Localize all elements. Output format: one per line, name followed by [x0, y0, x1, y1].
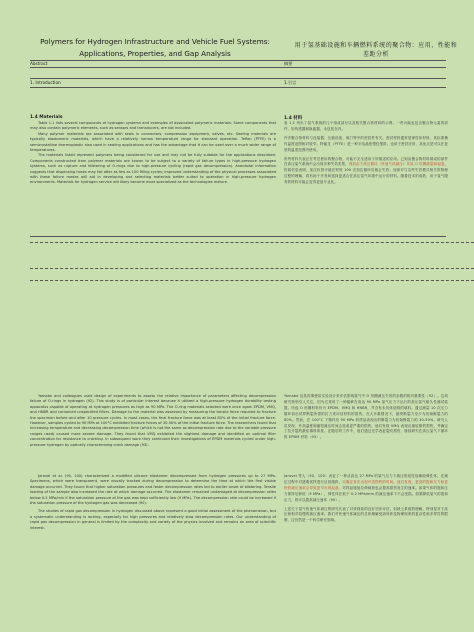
- dashed-divider: [30, 268, 474, 269]
- paragraph: 上述关于氢气快速气体减压的研究代表了对该现象的良好初步评估，但缺乏系统的理解，特别是对于高压和相对较慢的减压速率。我们对快速气体减压的总体理解受到所涉及物理现象的复杂性和多样性的限制，这仍然是一个科学研究领域。: [284, 506, 448, 523]
- abstract-label-cn: 摘要: [284, 61, 293, 66]
- text-run: Jaravel 等人（90，100）表征了一种从高达 27 MPa 的氢气压力下减压的改性硅橡胶弹性体。在减压过程中对透明试样进行目视跟踪，: [284, 474, 448, 484]
- text-run: 所列材料代表正在考虑使用的聚合物，可能不完全适用于所描述的应用。已知由聚合物材料制成的部件在高压氢气系统中会出现多种失效类型，: [284, 156, 448, 167]
- jaravel-body-en: [30, 474, 276, 531]
- dashed-divider: [30, 242, 474, 243]
- section-heading-cn: 1.4 材料: [284, 116, 303, 121]
- text-run: 传闻信息表明，加注软管可能在短短 100 次加注循环后就会失效；加深对与这些失效模式相关的物理过程的理解，将有助于开发和选择更适合在高压氢气环境中运行的材料。随着技术的成熟，用于氢气服务的材料可能会变得更加专业化。: [284, 168, 448, 185]
- divider-rule: [30, 236, 446, 237]
- paragraph: The studies of rapid gas decompression in hydrogen discussed above represent a good initial assessment of the phenomenon, but a systematic understanding is lacking, especially for high pressures and relatively slow decompression rates. Our understanding of rapid gas decompression in general is limited by the complexity and variety of the physics involved and remains an area of scientific interest.: [30, 509, 276, 530]
- divider-rule: [30, 67, 446, 68]
- divider-rule: [30, 78, 446, 79]
- yamabe-body-cn: [284, 394, 448, 441]
- jaravel-body-cn: [284, 474, 448, 524]
- paragraph: The materials listed represent polymers being considered for use and may not be fully suitable for the applications described. Components constructed from polymer materials are known to be subject to a variety of failure types in high-pressure hydrogen systems, such as rupture and blistering of O-rings due to high-pressure cycling (rapid gas decompression). Anecdotal information suggests that dispensing hoses may fail after as few as 100 filling cycles; improved understanding of the physical processes associated with these failure modes will aid in developing and selecting materials better suited to operation in high-pressure hydrogen environments. Materials for hydrogen service will likely become more specialized as the technologies mature.: [30, 153, 276, 185]
- highlighted-text: 以确定首次出现可见损伤的时间。他们发现，更高的饱和压力和更快的减压速率会导致更早出现起泡。: [284, 479, 448, 490]
- document-title-en: Polymers for Hydrogen Infrastructure and Vehicle Fuel Systems: Applications, Properties, and Gap Analysis: [40, 37, 270, 58]
- intro-label-en: 1. Introduction: [30, 80, 61, 85]
- document-title-cn: 用于氢基础设施和车辆燃料系统的聚合物：应用、性能和差距分析: [294, 42, 458, 58]
- paragraph: 表 1.1 列出了氢气系统的几个组成部分以及相关聚合物材料的示例。一些可能也包含聚合物元素的部件，如传感器和换能器，未包括在内。: [284, 121, 448, 131]
- dashed-divider: [30, 280, 474, 281]
- section-body-cn: [284, 121, 448, 186]
- paragraph: [284, 157, 448, 187]
- abstract-label-en: Abstract: [30, 61, 48, 66]
- divider-rule: [30, 87, 446, 88]
- paragraph: Table 1.1 lists several components of hydrogen systems and examples of associated polymeric materials. Some components that may also contain polymeric elements, such as sensors and transducers, are not included.: [30, 121, 276, 131]
- intro-label-cn: 1.引言: [284, 80, 297, 85]
- section-heading-en: 1.4 Materials: [30, 115, 63, 120]
- section-body-en: [30, 121, 276, 186]
- divider-rule: [30, 60, 446, 61]
- text-run: 对样品施加拉伸载荷也会提高损伤发生的速率。如果气体的饱和压力保持足够低（9 MPa），弹性体在低于 0.2 MPa/min 的减压速率下不会受损。如果降低氢气的饱和压力，则可以提高减压速率（90）。: [284, 485, 448, 502]
- paragraph: Jaravel et al. (90, 100) characterized a modified silicone elastomer decompressed from hydrogen pressures up to 27 MPa. Specimens, which were transparent, were visually tracked during decompression to determine the time at which the first visible damage occurred. They found that higher saturation pressures and faster decompression rates led to earlier onset of blistering. Tensile loading of the sample also increased the rate at which damage occurred. The elastomer remained undamaged at decompression rates below 0.2 MPa/min if the saturation pressure of the gas was kept sufficiently low (9 MPa). The decompression rate could be increased if the saturation pressure of the hydrogen gas was decreased (90).: [30, 474, 276, 506]
- paragraph: Yamabe and colleagues used design of experiments to assess the relative importance of parameters affecting decompression failure of O-rings in hydrogen (92). This study is of particular interest because it utilized a high-pressure hydrogen durability testing apparatus capable of operating at hydrogen pressures as high as 90 MPa. The O-ring materials selected were once again EPDM, VMQ, and HNBR and contained unspecified fillers. Damage to the material was assessed by measuring the tensile force required to fracture the specimen before and after 10 pressure cycles. In most cases, the final fracture force was at least 80% of the initial fracture force. However, samples cycled to 90 MPa at 100°C exhibited fracture forces of 30-50% of the initial fracture force. The researchers found that increasing temperature and decreasing decompression time (which is not the same as decompression rate due to the variable pressure ranges used) caused more severe damage. They found that VMQ exhibited the slightest damage and identified an optimal filler concentration for resistance to cracking. In subsequent work they continued their investigations of EPDM materials cycled under high-pressure hydrogen by optically characterizing crack damage (93).: [30, 394, 277, 447]
- paragraph: 许多聚合物材料与连接器、压缩设备、阀门等中的密封件有关。密封材料通常是弹性体材料，其标准操作温度范围相对较窄。特氟龙（PTFE）是一种半结晶热塑性塑料，也用于密封应用，其优点是可以在更宽的温度范围内使用。: [284, 135, 448, 152]
- yamabe-body-en: [30, 394, 276, 448]
- highlighted-text: 例如由于高压循环（快速气体减压）导致 O 形圈破裂和起泡。: [348, 162, 449, 167]
- paragraph: Yamabe 及其同事使用实验设计来评估影响氢气中 O 形圈减压失效的参数的相对重要性（92）。这项研究特别引人关注，因为它采用了一种能够在高达 90 MPa 氢气压力下运行的高压氢气耐久性测试装置。所选 O 形圈材料仍为 EPDM、VMQ 和 HNBR，并含有未具体说明的填料。通过测量 10 次压力循环前后试样断裂所需的拉力来评估材料的损伤。在大多数情况下，最终断裂力至少为初始断裂力的 80%。然而，在 100°C 下循环至 90 MPa 的样品表现出的断裂力为初始断裂力的 30-50%。研究人员发现，升高温度和缩短减压时间会造成更严重的损伤。他们发现 VMQ 表现出最轻微的损伤，并确定了抗开裂的最佳填料浓度。在随后的工作中，他们通过光学表征裂纹损伤，继续研究在高压氢气下循环的 EPDM 材料（93）。: [284, 394, 448, 440]
- paragraph: [284, 474, 448, 504]
- paragraph: Many polymer materials are associated with seals in connectors, compression equipment, valves, etc. Sealing materials are typically elastomeric materials, which have a relatively narrow temperature range for standard operation. Teflon (PTFE) is a semicrystalline thermoplastic also used in sealing applications and has the advantage that it can be used over a much wider range of temperatures.: [30, 131, 276, 153]
